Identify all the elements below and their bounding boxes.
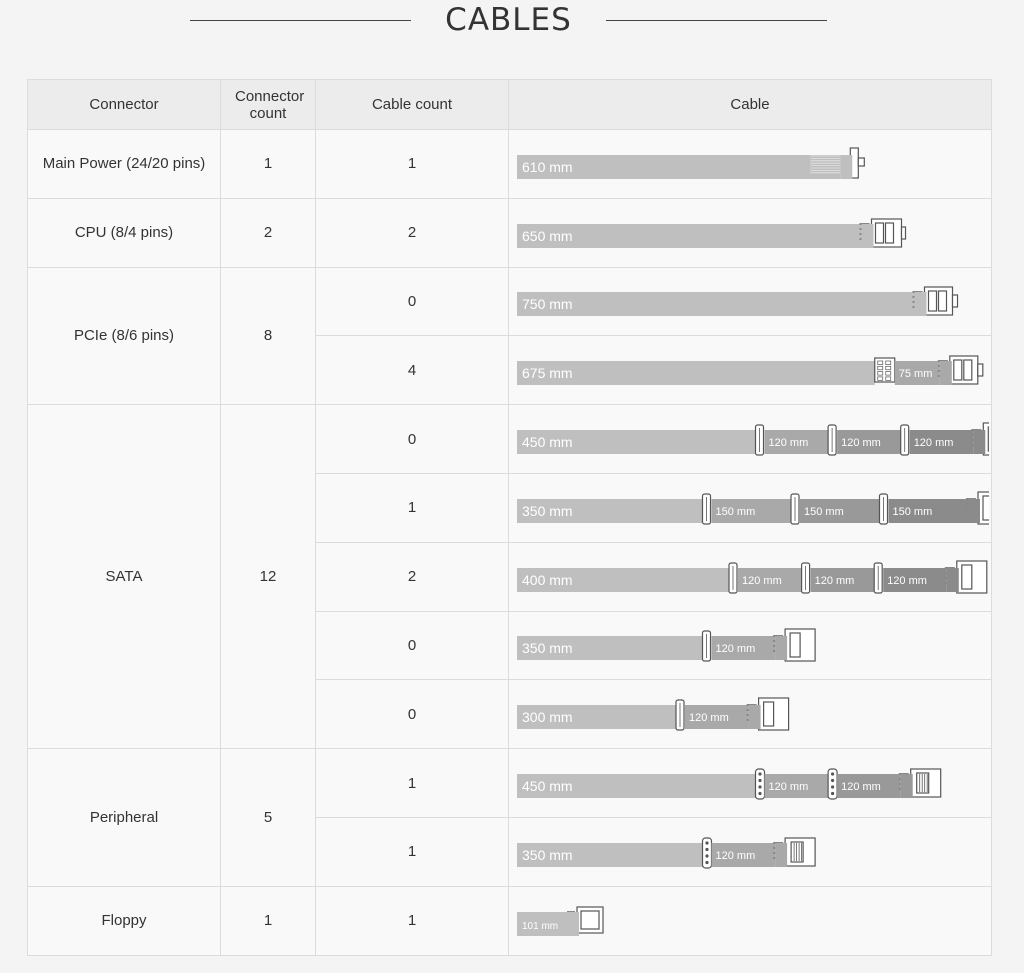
cable-count-cell: 1: [316, 817, 509, 886]
sata-tab-inline-connector-icon: [828, 425, 836, 455]
cable-diagram-cell: [509, 542, 992, 611]
title-rule-right: [606, 20, 827, 21]
cable-count-cell: 0: [316, 611, 509, 680]
segment-length-label: 120 mm: [768, 781, 809, 794]
cable-length-label: 650 mm: [522, 227, 573, 244]
cable-diagram-cell: [509, 817, 992, 886]
sata-tab-inline-connector-icon: [729, 563, 737, 593]
cable-length-label: 350 mm: [522, 846, 573, 863]
segment-length-label: 120 mm: [715, 849, 756, 862]
cable-diagram: [509, 824, 989, 880]
segment-length-label: 120 mm: [841, 437, 881, 450]
cable-diagram-cell: [509, 611, 992, 680]
segment-length-label: 150 mm: [804, 505, 844, 518]
cable-diagram-cell: [509, 886, 992, 955]
cable-length-label: 450 mm: [522, 434, 573, 451]
sata-tab-inline-connector-icon: [791, 494, 799, 524]
cable-length-label: 350 mm: [522, 640, 573, 657]
cable-count-cell: 2: [316, 198, 509, 267]
title-rule-left: [190, 20, 411, 21]
sata-tab-inline-connector-icon: [703, 631, 711, 661]
molex-tab-inline-connector-icon: [828, 769, 837, 799]
cable-count-cell: 0: [316, 680, 509, 749]
sata-tab-inline-connector-icon: [756, 425, 764, 455]
cable-count-cell: 1: [316, 886, 509, 955]
table-row: [28, 886, 992, 955]
connector-count-cell: 8: [221, 267, 316, 405]
cable-length-label: 101 mm: [522, 920, 559, 932]
segment-length-label: 75 mm: [898, 368, 933, 381]
connector-name-cell: PCIe (8/6 pins): [28, 267, 221, 405]
table-row: [28, 267, 992, 336]
connector-name-cell: Main Power (24/20 pins): [28, 130, 221, 199]
cable-length-label: 450 mm: [522, 778, 573, 795]
molex-tab-inline-connector-icon: [756, 769, 765, 799]
cable-diagram: [509, 273, 989, 329]
cable-diagram: [509, 411, 989, 467]
cable-count-cell: 2: [316, 542, 509, 611]
connector-count-cell: 5: [221, 749, 316, 887]
cable-length-label: 400 mm: [522, 571, 573, 588]
cable-diagram: [509, 686, 989, 742]
sata-tab-inline-connector-icon: [901, 425, 909, 455]
cable-diagram: [509, 480, 989, 536]
connector-name-cell: CPU (8/4 pins): [28, 198, 221, 267]
cable-diagram-cell: [509, 405, 992, 474]
connector-count-cell: 2: [221, 198, 316, 267]
pcie-grid-inline-connector-icon: [875, 358, 895, 382]
cable-diagram: [509, 755, 989, 811]
table-body: [28, 130, 992, 956]
segment-length-label: 150 mm: [892, 505, 933, 518]
table-row: [28, 405, 992, 474]
sata-tab-inline-connector-icon: [874, 563, 882, 593]
connector-count-cell: 12: [221, 405, 316, 749]
molex-tab-inline-connector-icon: [703, 838, 712, 868]
segment-length-label: 120 mm: [689, 712, 729, 725]
cable-length-label: 350 mm: [522, 502, 573, 519]
header-connector: Connector: [28, 80, 221, 130]
segment-length-label: 120 mm: [841, 781, 881, 794]
connector-count-cell: 1: [221, 886, 316, 955]
cable-count-cell: 4: [316, 336, 509, 405]
cable-main-segment: [517, 292, 915, 316]
page-title-wrap: [0, 0, 1024, 46]
table-row: [28, 749, 992, 818]
cable-diagram: [509, 549, 989, 605]
cable-count-cell: 0: [316, 267, 509, 336]
cable-diagram-cell: [509, 336, 992, 405]
segment-length-label: 120 mm: [715, 643, 756, 656]
cable-length-label: 610 mm: [522, 158, 573, 175]
table-row: [28, 130, 992, 199]
table-header-row: [28, 80, 992, 130]
header-cable: Cable: [509, 80, 992, 130]
segment-length-label: 120 mm: [887, 574, 927, 587]
cable-count-cell: 1: [316, 749, 509, 818]
cable-length-label: 750 mm: [522, 296, 573, 313]
connector-name-cell: Peripheral: [28, 749, 221, 887]
cable-count-cell: 1: [316, 130, 509, 199]
connector-count-cell: 1: [221, 130, 316, 199]
cable-diagram-cell: [509, 198, 992, 267]
sata-tab-inline-connector-icon: [703, 494, 711, 524]
connector-name-cell: Floppy: [28, 886, 221, 955]
cable-count-cell: 0: [316, 405, 509, 474]
cable-length-label: 675 mm: [522, 365, 573, 382]
cable-diagram-cell: [509, 473, 992, 542]
cable-diagram: [509, 205, 989, 261]
table-row: [28, 198, 992, 267]
header-cable-count: Cable count: [316, 80, 509, 130]
cable-length-label: 300 mm: [522, 709, 573, 726]
segment-length-label: 120 mm: [913, 437, 954, 450]
segment-length-label: 120 mm: [742, 574, 782, 587]
segment-length-label: 150 mm: [715, 505, 756, 518]
sata-tab-inline-connector-icon: [880, 494, 888, 524]
cable-diagram: [509, 342, 989, 398]
cable-diagram: [509, 893, 989, 949]
cables-table: [27, 79, 992, 956]
cable-diagram: [509, 136, 989, 192]
cable-diagram-cell: [509, 680, 992, 749]
cable-diagram: [509, 617, 989, 673]
page-title: CABLES: [445, 2, 572, 38]
segment-length-label: 120 mm: [814, 574, 855, 587]
segment-length-label: 120 mm: [768, 437, 809, 450]
cable-diagram-cell: [509, 130, 992, 199]
sata-tab-inline-connector-icon: [676, 700, 684, 730]
cable-diagram-cell: [509, 267, 992, 336]
cable-count-cell: 1: [316, 473, 509, 542]
cable-diagram-cell: [509, 749, 992, 818]
sata-tab-inline-connector-icon: [802, 563, 810, 593]
header-connector-count: Connector count: [221, 80, 316, 130]
connector-name-cell: SATA: [28, 405, 221, 749]
